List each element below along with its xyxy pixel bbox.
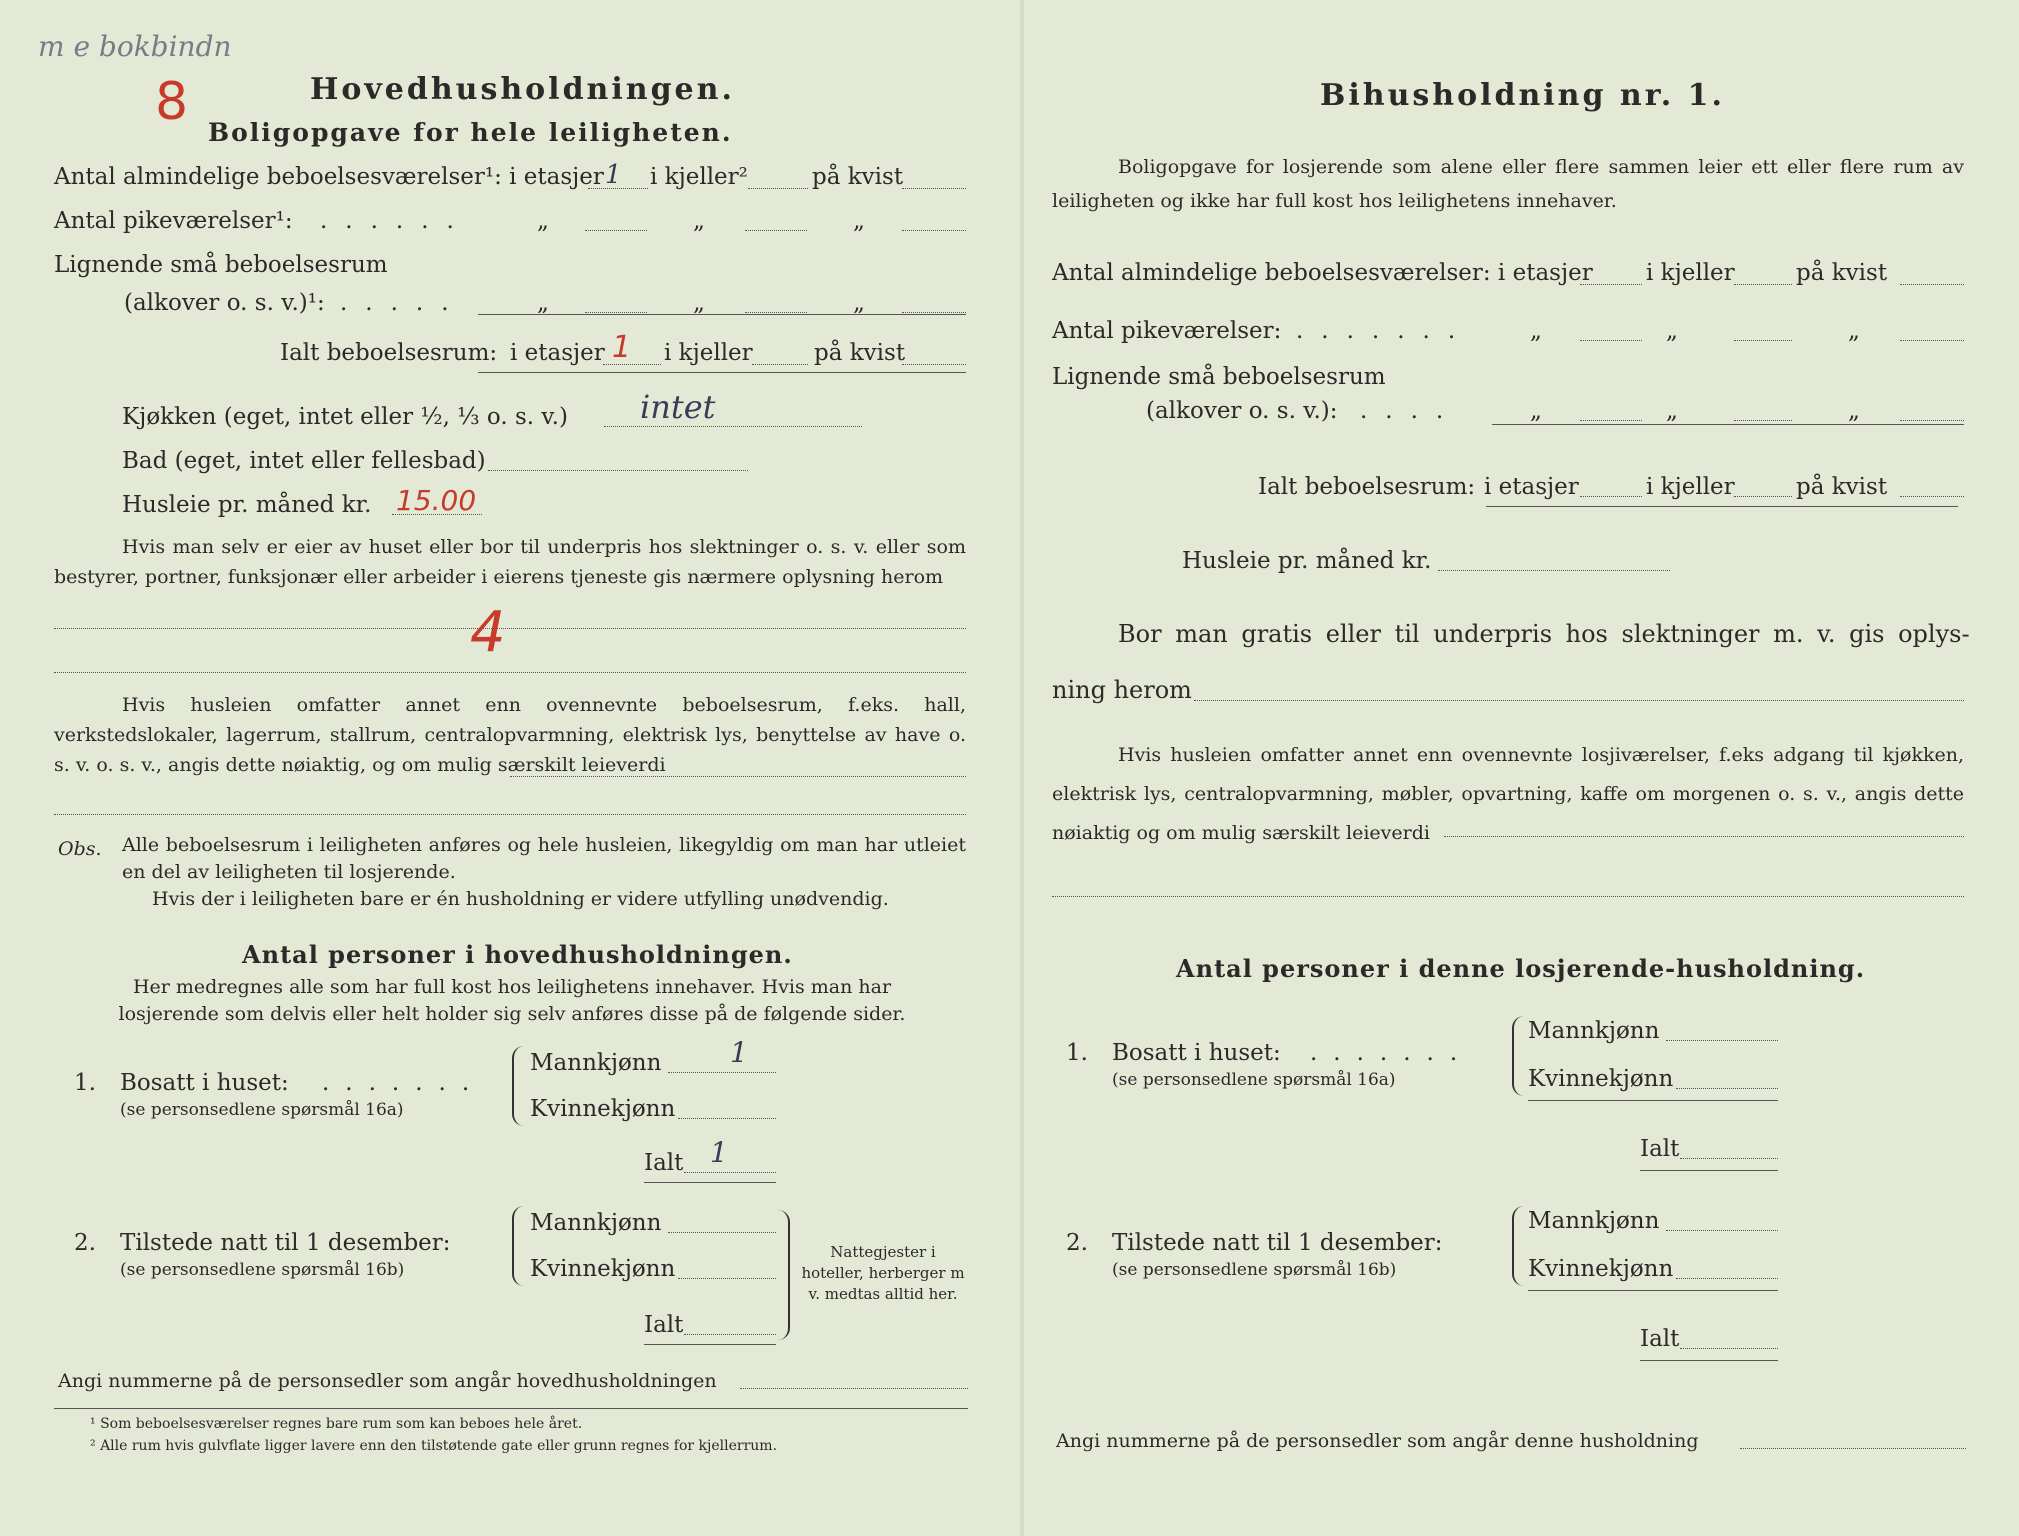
right-page-title: Bihusholdning nr. 1.	[1320, 78, 1725, 113]
right-row3-ditto1: „	[1530, 398, 1542, 424]
left-row1-kjeller-line[interactable]	[748, 188, 808, 189]
right-q1-ialt-line[interactable]	[1680, 1158, 1778, 1159]
red-annotation-4: 4	[470, 600, 506, 665]
left-q1-mann-label: Mannkjønn	[530, 1050, 662, 1076]
left-ialt-underline	[478, 372, 966, 373]
left-q1-mann-value: 1	[730, 1036, 748, 1069]
right-q1-dots: .......	[1310, 1040, 1474, 1066]
left-omfatter-line-1[interactable]	[510, 776, 966, 777]
right-q2-ialt-label: Ialt	[1640, 1326, 1680, 1352]
right-row2-dots: .......	[1296, 318, 1474, 344]
right-intro: Boligopgave for losjerende som alene eller flere sammen leier ett eller flere rum av leiligheten og ikke har full kost hos leilighetens innehaver.	[1052, 156, 1964, 212]
right-angi-label: Angi nummerne på de personsedler som angår denne husholdning	[1056, 1430, 1699, 1452]
left-husleie-label: Husleie pr. måned kr.	[122, 492, 372, 518]
left-page-title: Hovedhusholdningen.	[310, 72, 735, 107]
left-q2-mann-line[interactable]	[668, 1232, 776, 1233]
right-q1-brace	[1512, 1016, 1524, 1096]
right-row2-ditto1: „	[1530, 318, 1542, 344]
right-row2-ditto3: „	[1848, 318, 1860, 344]
right-q2-mann-line[interactable]	[1666, 1230, 1778, 1231]
left-ialt-etasjer-value: 1	[612, 330, 632, 365]
left-angi-label: Angi nummerne på de personsedler som angår hovedhusholdningen	[58, 1370, 717, 1392]
pencil-note: m e bokbindn	[38, 30, 232, 63]
right-ialt-etasjer: i etasjer	[1484, 474, 1579, 500]
right-row3-label-a: Lignende små beboelsesrum	[1052, 364, 1386, 390]
left-row1-etasjer-value: 1	[605, 160, 622, 190]
right-row3-underline	[1492, 424, 1964, 425]
left-row3-ditto3: „	[853, 290, 865, 316]
left-row3-ditto1: „	[537, 290, 549, 316]
left-ialt-kvist: på kvist	[814, 340, 906, 366]
left-row3-label-b: (alkover o. s. v.)¹:	[124, 290, 325, 316]
left-row2-ditto3: „	[853, 208, 865, 234]
left-q2-number: 2.	[74, 1230, 96, 1256]
left-row1-kvist-line[interactable]	[902, 188, 966, 189]
left-row2-ditto2: „	[693, 208, 705, 234]
left-footnote-divider	[54, 1408, 968, 1409]
left-q2-ialt-label: Ialt	[644, 1312, 684, 1338]
right-q2-label: Tilstede natt til 1 desember:	[1112, 1230, 1443, 1256]
right-ialt-kvist-line[interactable]	[1900, 496, 1964, 497]
left-row3-etasjer-line[interactable]	[585, 312, 647, 313]
left-q1-mann-line[interactable]	[668, 1072, 776, 1073]
left-kjokken-label: Kjøkken (eget, intet eller ½, ⅓ o. s. v.)	[122, 404, 568, 430]
red-annotation-8: 8	[155, 72, 189, 132]
left-husleie-value: 15.00	[396, 484, 477, 517]
left-row1-kvist: på kvist	[812, 164, 904, 190]
left-eier-text: Hvis man selv er eier av huset eller bor til underpris hos slektninger o. s. v. eller som bestyrer, portner, funksjonær eller arbeider i eierens tjeneste gis nærmere oplysning herom	[54, 536, 966, 588]
left-ialt-kvist-line[interactable]	[902, 364, 966, 365]
left-ialt-etasjer: i etasjer	[510, 340, 605, 366]
left-ialt-kjeller: i kjeller	[664, 340, 753, 366]
left-page-subtitle: Boligopgave for hele leiligheten.	[208, 118, 733, 147]
right-ialt-kjeller-line[interactable]	[1734, 496, 1792, 497]
right-ialt-etasjer-line[interactable]	[1580, 496, 1642, 497]
left-eier-line-1[interactable]	[54, 628, 966, 629]
right-husleie-label: Husleie pr. måned kr.	[1182, 548, 1432, 574]
left-row2-etasjer-line[interactable]	[585, 230, 647, 231]
right-q2-kvinne-line[interactable]	[1676, 1278, 1778, 1279]
left-q2-right-brace	[778, 1210, 790, 1340]
left-row2-dots: ......	[320, 208, 472, 234]
right-row2-etasjer-line[interactable]	[1580, 340, 1642, 341]
left-row2-kjeller-line[interactable]	[745, 230, 807, 231]
right-row3-dots: ....	[1360, 398, 1462, 424]
left-row3-ditto2: „	[693, 290, 705, 316]
right-q1-kvinne-label: Kvinnekjønn	[1528, 1066, 1674, 1092]
left-row1-kjeller: i kjeller²	[650, 164, 748, 190]
left-row3-kvist-line[interactable]	[902, 312, 966, 313]
left-q1-ialt-underline	[644, 1182, 776, 1183]
left-row1-label: Antal almindelige beboelsesværelser¹: i etasjer	[54, 164, 604, 190]
left-q2-kvinne-label: Kvinnekjønn	[530, 1256, 676, 1282]
left-row2-kvist-line[interactable]	[902, 230, 966, 231]
right-row2-ditto2: „	[1666, 318, 1678, 344]
left-q2-mann-label: Mannkjønn	[530, 1210, 662, 1236]
left-bad-line[interactable]	[488, 470, 748, 471]
left-q1-sub: (se personsedlene spørsmål 16a)	[120, 1100, 404, 1120]
right-omfatter-line-1[interactable]	[1444, 836, 1964, 837]
left-q2-brace	[512, 1206, 524, 1286]
left-footnote-2: ² Alle rum hvis gulvflate ligger lavere enn den tilstøtende gate eller grunn regnes for kjellerrum.	[90, 1438, 778, 1454]
right-row1-kvist-line[interactable]	[1900, 284, 1964, 285]
left-ialt-label: Ialt beboelsesrum:	[280, 340, 498, 366]
right-ialt-underline	[1486, 506, 1958, 507]
right-q2-brace	[1512, 1206, 1524, 1286]
left-persons-intro: Her medregnes alle som har full kost hos leilighetens innehaver. Hvis man har losjerende som delvis eller helt holder sig selv anføres disse på de følgende sider.	[118, 976, 906, 1025]
right-q2-ialt-underline	[1640, 1360, 1778, 1361]
left-bad-label: Bad (eget, intet eller fellesbad)	[122, 448, 486, 474]
right-omfatter-text: Hvis husleien omfatter annet enn ovennevnte losjiværelser, f.eks adgang til kjøkken, elektrisk lys, centralopvarmning, møbler, opvartning, kaffe om morgenen o. s. v., angis dette nøiaktig og om mulig særskilt leieverdi	[1052, 744, 1964, 844]
right-q1-sub: (se personsedlene spørsmål 16a)	[1112, 1070, 1396, 1090]
right-q2-ialt-line[interactable]	[1680, 1348, 1778, 1349]
right-row3-etasjer-line[interactable]	[1580, 420, 1642, 421]
left-q1-number: 1.	[74, 1070, 96, 1096]
right-row3-kjeller-line[interactable]	[1734, 420, 1792, 421]
right-q1-label: Bosatt i huset:	[1112, 1040, 1281, 1066]
left-obs-text2: Hvis der i leiligheten bare er én husholdning er videre utfylling unødvendig.	[152, 888, 889, 910]
left-row2-label: Antal pikeværelser¹:	[54, 208, 293, 234]
left-row2-ditto1: „	[537, 208, 549, 234]
left-obs-label: Obs.	[58, 838, 102, 860]
left-q2-kvinne-line[interactable]	[678, 1278, 776, 1279]
right-q2-sub: (se personsedlene spørsmål 16b)	[1112, 1260, 1397, 1280]
right-q1-mann-line[interactable]	[1666, 1040, 1778, 1041]
left-row3-underline	[478, 314, 966, 315]
right-q1-ialt-label: Ialt	[1640, 1136, 1680, 1162]
right-row2-label: Antal pikeværelser:	[1052, 318, 1282, 344]
page-fold	[1020, 0, 1024, 1536]
right-row2-kvist-line[interactable]	[1900, 340, 1964, 341]
left-omfatter-line-2[interactable]	[54, 814, 966, 815]
right-row3-label-b: (alkover o. s. v.):	[1146, 398, 1338, 424]
left-omfatter-text: Hvis husleien omfatter annet enn ovennevnte beboelsesrum, f.eks. hall, verkstedslokaler, lagerrum, stallrum, centralopvarmning, elektrisk lys, benyttelse av have o. s. v. o. s. v., angis dette nøiaktig, og om mulig særskilt leieverdi	[54, 694, 966, 776]
right-q2-kvinne-label: Kvinnekjønn	[1528, 1256, 1674, 1282]
left-ialt-kjeller-line[interactable]	[752, 364, 808, 365]
left-q1-ialt-value: 1	[710, 1136, 728, 1169]
right-persons-heading: Antal personer i denne losjerende-husholdning.	[1176, 954, 1866, 983]
left-q1-dots: .......	[322, 1070, 486, 1096]
right-row1-kvist: på kvist	[1796, 260, 1888, 286]
right-row3-ditto2: „	[1666, 398, 1678, 424]
left-nattegjester-note: Nattegjester i hoteller, herberger m v. medtas alltid her.	[801, 1243, 965, 1303]
left-q1-ialt-label: Ialt	[644, 1150, 684, 1176]
right-row3-kvist-line[interactable]	[1900, 420, 1964, 421]
right-angi-line[interactable]	[1740, 1448, 1966, 1449]
right-row1-kjeller: i kjeller	[1646, 260, 1735, 286]
left-row3-label-a: Lignende små beboelsesrum	[54, 252, 388, 278]
right-ialt-kvist: på kvist	[1796, 474, 1888, 500]
right-q1-kvinne-underline	[1528, 1100, 1778, 1101]
right-gratis-text-b: ning herom	[1052, 676, 1192, 704]
right-row1-etasjer-line[interactable]	[1580, 284, 1642, 285]
left-row3-dots: .....	[340, 290, 467, 316]
left-angi-line[interactable]	[740, 1388, 968, 1389]
right-husleie-line[interactable]	[1438, 570, 1670, 571]
left-q1-label: Bosatt i huset:	[120, 1070, 289, 1096]
right-q2-mann-label: Mannkjønn	[1528, 1208, 1660, 1234]
right-q2-number: 2.	[1066, 1230, 1088, 1256]
right-q1-ialt-underline	[1640, 1170, 1778, 1171]
right-q2-kvinne-underline	[1528, 1290, 1778, 1291]
right-ialt-kjeller: i kjeller	[1646, 474, 1735, 500]
left-q1-brace	[512, 1046, 524, 1126]
left-q2-sub: (se personsedlene spørsmål 16b)	[120, 1260, 405, 1280]
right-q1-mann-label: Mannkjønn	[1528, 1018, 1660, 1044]
left-obs-text: Alle beboelsesrum i leiligheten anføres og hele husleien, likegyldig om man har utleiet en del av leiligheten til losjerende.	[122, 834, 966, 883]
left-q1-ialt-line[interactable]	[684, 1172, 776, 1173]
left-q1-kvinne-label: Kvinnekjønn	[530, 1096, 676, 1122]
right-ialt-label: Ialt beboelsesrum:	[1258, 474, 1476, 500]
left-q2-ialt-line[interactable]	[684, 1334, 776, 1335]
left-q2-label: Tilstede natt til 1 desember:	[120, 1230, 451, 1256]
right-q1-number: 1.	[1066, 1040, 1088, 1066]
right-row2-kjeller-line[interactable]	[1734, 340, 1792, 341]
left-q2-ialt-underline	[644, 1344, 776, 1345]
left-eier-line-2[interactable]	[54, 672, 966, 673]
left-row3-kjeller-line[interactable]	[745, 312, 807, 313]
left-kjokken-value: intet	[640, 388, 716, 426]
right-row1-kjeller-line[interactable]	[1734, 284, 1792, 285]
left-q1-kvinne-line[interactable]	[678, 1118, 776, 1119]
left-kjokken-line[interactable]	[604, 426, 862, 427]
right-row1-label: Antal almindelige beboelsesværelser: i etasjer	[1052, 260, 1593, 286]
right-q1-kvinne-line[interactable]	[1676, 1088, 1778, 1089]
right-row3-ditto3: „	[1848, 398, 1860, 424]
left-footnote-1: ¹ Som beboelsesværelser regnes bare rum som kan beboes hele året.	[90, 1416, 583, 1432]
right-gratis-line[interactable]	[1194, 700, 1964, 701]
right-gratis-text-a: Bor man gratis eller til underpris hos slektninger m. v. gis oplys-	[1118, 620, 1970, 648]
left-persons-heading: Antal personer i hovedhusholdningen.	[242, 940, 793, 969]
right-omfatter-line-2[interactable]	[1052, 896, 1964, 897]
